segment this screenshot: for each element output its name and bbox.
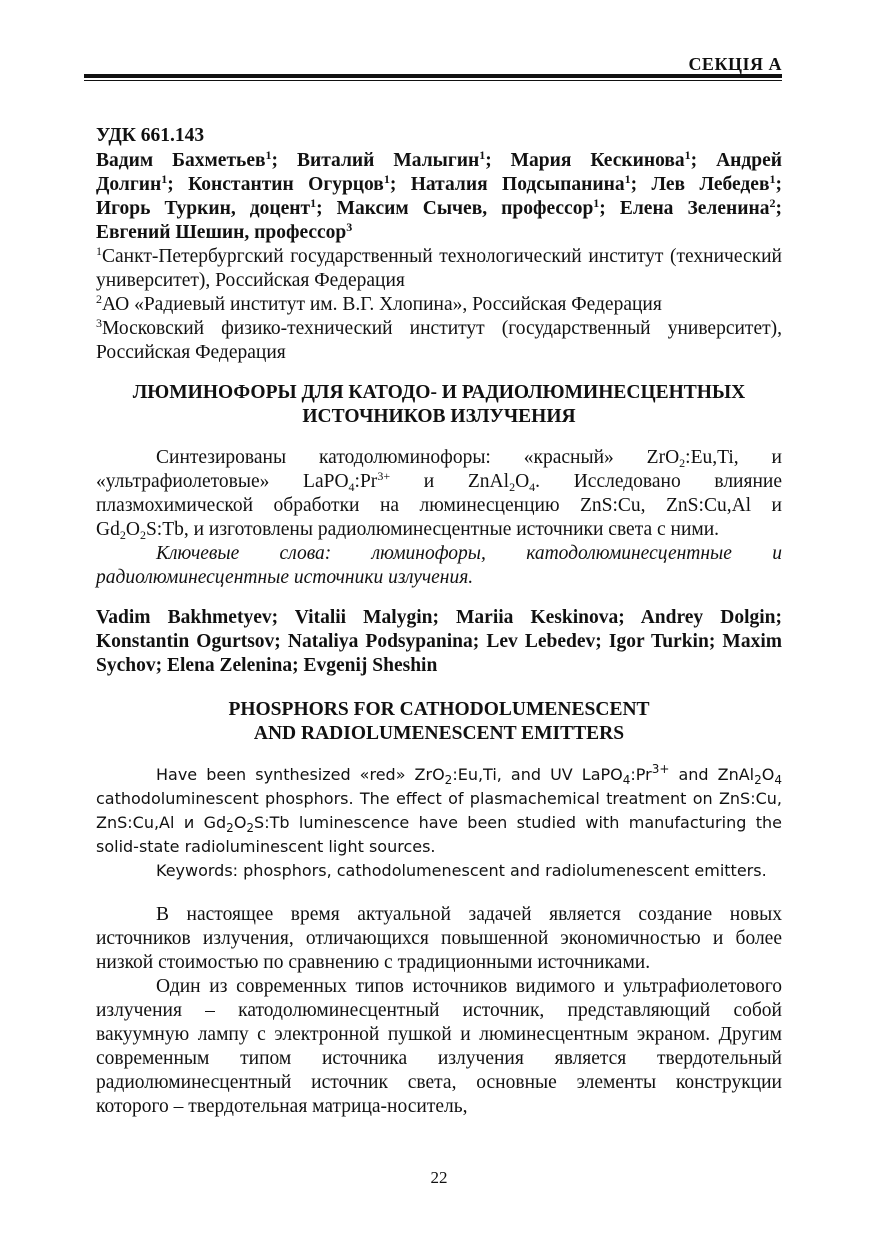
title-ru-line-1: ЛЮМИНОФОРЫ ДЛЯ КАТОДО- И РАДИОЛЮМИНЕСЦЕНТНЫХ — [132, 382, 746, 403]
authors-ru-line-1: Вадим Бахметьев$^1$; Виталий Малыгин$^1$; Мария Кескинова$^1$; Андрей — [96, 148, 783, 171]
title-en — [96, 698, 782, 746]
authors-ru-line-3: Игорь Туркин, доцент$^1$; Максим Сычев, профессор$^1$; Елена Зеленина$^2$; — [96, 196, 782, 219]
affiliation-1: $^1$Санкт-Петербургский государственный технологический институт (технический университет), Российская Федерация — [96, 244, 782, 291]
title-en-line-1: PHOSPHORS FOR CATHODOLUMENESCENT — [228, 699, 650, 720]
title-ru-line-2: ИСТОЧНИКОВ ИЗЛУЧЕНИЯ — [302, 406, 576, 427]
title-ru — [96, 381, 782, 429]
abstract-ru: Синтезированы катодолюминофоры: «красный» ZrO$_2$:Eu,Ti, и «ультрафиолетовые» $LaPO_4:Pr^{3+}$ и $ZnAl_2O_4$. Исследовано влияние плазмохимической обработки на люминесценцию ZnS:Cu, ZnS:Cu,Al и $Gd_2O_2S:Tb$, и изготовлены радиолюминесцентные источники света с ними. — [96, 447, 782, 542]
keywords-en: Keywords: phosphors, cathodolumenescent and radiolumenescent emitters. — [156, 861, 767, 880]
keywords-ru: Ключевые слова: люминофоры, катодолюминесцентные и радиолюминесцентные источники излучения. — [96, 543, 782, 588]
header-rule-thin — [84, 80, 782, 81]
body-paragraph-2: Один из современных типов источников видимого и ультрафиолетового излучения – катодолюминесцентный источник, представляющий собой вакуумную лампу с электронной пушкой и люминесцентным экраном. Другим современным типом источника излучения является твердотельный радиолюминесцентный источник света, основные элементы конструкции которого – твердотельная матрица-носитель, — [96, 976, 782, 1117]
authors-ru-line-4: Евгений Шешин, профессор$^3$ — [96, 220, 353, 243]
title-en-line-2: AND RADIOLUMENESCENT EMITTERS — [253, 723, 625, 744]
affiliation-3: $^3$Московский физико-технический институт (государственный университет), Российская Федерация — [96, 316, 782, 363]
page-number: 22 — [430, 1168, 448, 1187]
authors-ru-line-2: Долгин$^1$; Константин Огурцов$^1$; Наталия Подсыпанина$^1$; Лев Лебедев$^1$; — [96, 172, 782, 195]
header-rule-thick — [84, 74, 782, 78]
affiliations — [96, 245, 782, 365]
section-header: СЕКЦІЯ А — [688, 54, 782, 74]
authors-ru — [96, 149, 782, 245]
body-paragraph-1: В настоящее время актуальной задачей является создание новых источников излучения, отличающихся повышенной экономичностью и более низкой стоимостью по сравнению с традиционными источниками. — [96, 904, 782, 973]
udc-code: УДК 661.143 — [96, 125, 205, 146]
authors-en: Vadim Bakhmetyev; Vitalii Malygin; Mariia Keskinova; Andrey Dolgin; Konstantin Ogurtsov; Nataliya Podsypanina; Lev Lebedev; Igor Turkin; Maxim Sychov; Elena Zelenina; Evgenij Sheshin — [96, 607, 782, 676]
abstract-en: Have been synthesized «red» ZrO$_2$:Eu,Ti, and UV $LaPO_4:Pr^{3+}$ and $ZnAl_2O_4$ cathodoluminescent phosphors. The effect of plasmachemical treatment on ZnS:Cu, ZnS:Cu,Al и $Gd_2O_2S:Tb$ luminescence have been studied with manufacturing the solid-state radioluminescent light sources. — [96, 762, 783, 856]
affiliation-2: $^2$АО «Радиевый институт им. В.Г. Хлопина», Российская Федерация — [96, 292, 662, 315]
